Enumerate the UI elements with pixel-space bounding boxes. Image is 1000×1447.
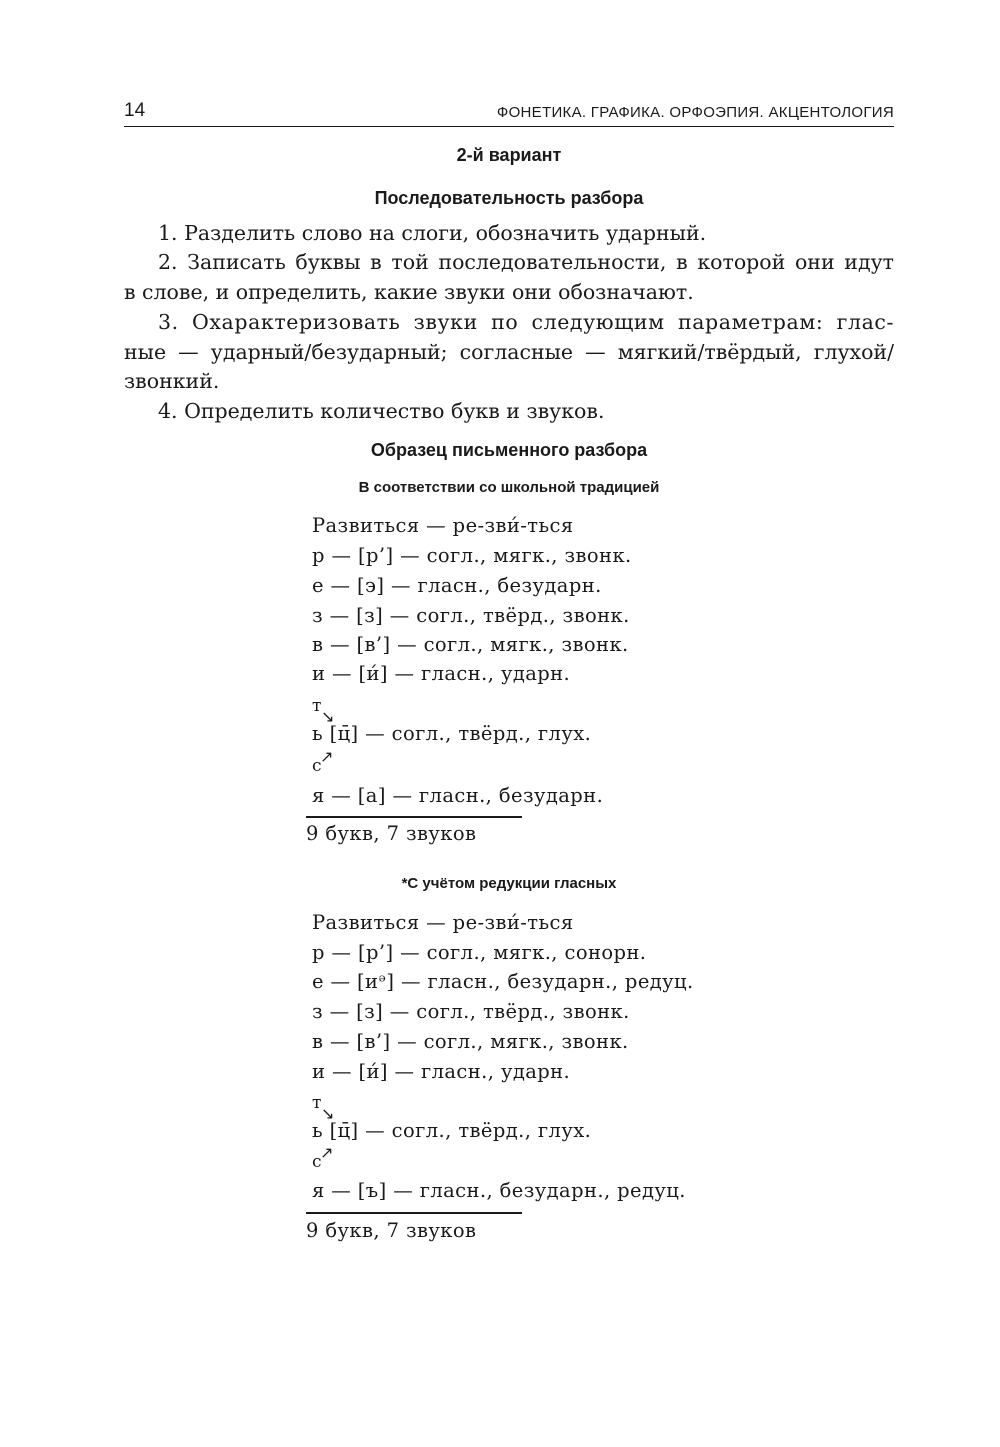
step-2-line-1: 2. Записать буквы в той последовательности, в которой они идут xyxy=(158,250,894,274)
reduction-letter-ya: я — [ъ] — гласн., безударн., редуц. xyxy=(312,1179,686,1202)
reduction-subheading: *С учётом редукции гласных xyxy=(401,875,617,892)
school-letter-soft-sign: ь [ц̄] — согл., твёрд., глух. xyxy=(312,722,592,745)
step-2-line-2: в слове, и определить, какие звуки они обозначают. xyxy=(124,280,694,304)
step-4: 4. Определить количество букв и звуков. xyxy=(158,399,605,423)
step-3-line-1: 3. Охарактеризовать звуки по следующим параметрам: глас- xyxy=(158,310,894,334)
reduction-letter-e: е — [иᵊ] — гласн., безударн., редуц. xyxy=(312,970,694,993)
reduction-word-line: Развиться — ре-зви́-ться xyxy=(312,911,574,934)
sample-heading: Образец письменного разбора xyxy=(370,440,648,460)
school-letter-v: в — [в’] — согл., мягк., звонк. xyxy=(312,633,629,656)
sequence-heading: Последовательность разбора xyxy=(374,188,644,208)
up-right-arrow-icon: ↗ xyxy=(320,747,334,766)
school-letter-ya: я — [а] — гласн., безударн. xyxy=(312,784,604,807)
school-letter-s: с xyxy=(312,756,322,776)
step-3-line-3: звонкий. xyxy=(124,369,220,393)
step-3-line-2: ные — ударный/безударный; согласные — мягкий/твёрдый, глухой/ xyxy=(124,340,894,364)
step-1: 1. Разделить слово на слоги, обозначить ударный. xyxy=(158,221,707,245)
header-rule xyxy=(124,126,894,127)
school-letter-i: и — [и́] — гласн., ударн. xyxy=(312,662,571,685)
school-subheading: В соответствии со школьной традицией xyxy=(358,479,660,496)
reduction-letter-s: с xyxy=(312,1152,322,1172)
reduction-summary-rule xyxy=(306,1212,522,1214)
reduction-summary: 9 букв, 7 звуков xyxy=(306,1219,477,1242)
reduction-letter-z: з — [з] — согл., твёрд., звонк. xyxy=(312,1000,630,1023)
reduction-letter-r: р — [р’] — согл., мягк., сонорн. xyxy=(312,941,647,964)
reduction-letter-v: в — [в’] — согл., мягк., звонк. xyxy=(312,1030,629,1053)
school-summary-rule xyxy=(306,816,522,818)
school-summary: 9 букв, 7 звуков xyxy=(306,822,477,845)
reduction-letter-soft-sign: ь [ц̄] — согл., твёрд., глух. xyxy=(312,1119,592,1142)
school-letter-e: е — [э] — гласн., безударн. xyxy=(312,574,602,597)
down-right-arrow-icon: ↘ xyxy=(321,707,335,726)
school-letter-r: р — [р’] — согл., мягк., звонк. xyxy=(312,544,632,567)
down-right-arrow-icon: ↘ xyxy=(321,1104,335,1123)
up-right-arrow-icon: ↗ xyxy=(320,1143,334,1162)
reduction-letter-i: и — [и́] — гласн., ударн. xyxy=(312,1060,571,1083)
school-letter-z: з — [з] — согл., твёрд., звонк. xyxy=(312,604,630,627)
page-number: 14 xyxy=(124,100,146,121)
reduction-letter-t: т xyxy=(312,1093,322,1113)
school-letter-t: т xyxy=(312,696,322,716)
school-word-line: Развиться — ре-зви́-ться xyxy=(312,514,574,537)
variant-title: 2-й вариант xyxy=(456,145,562,165)
running-title: ФОНЕТИКА. ГРАФИКА. ОРФОЭПИЯ. АКЦЕНТОЛОГИЯ xyxy=(496,104,894,121)
